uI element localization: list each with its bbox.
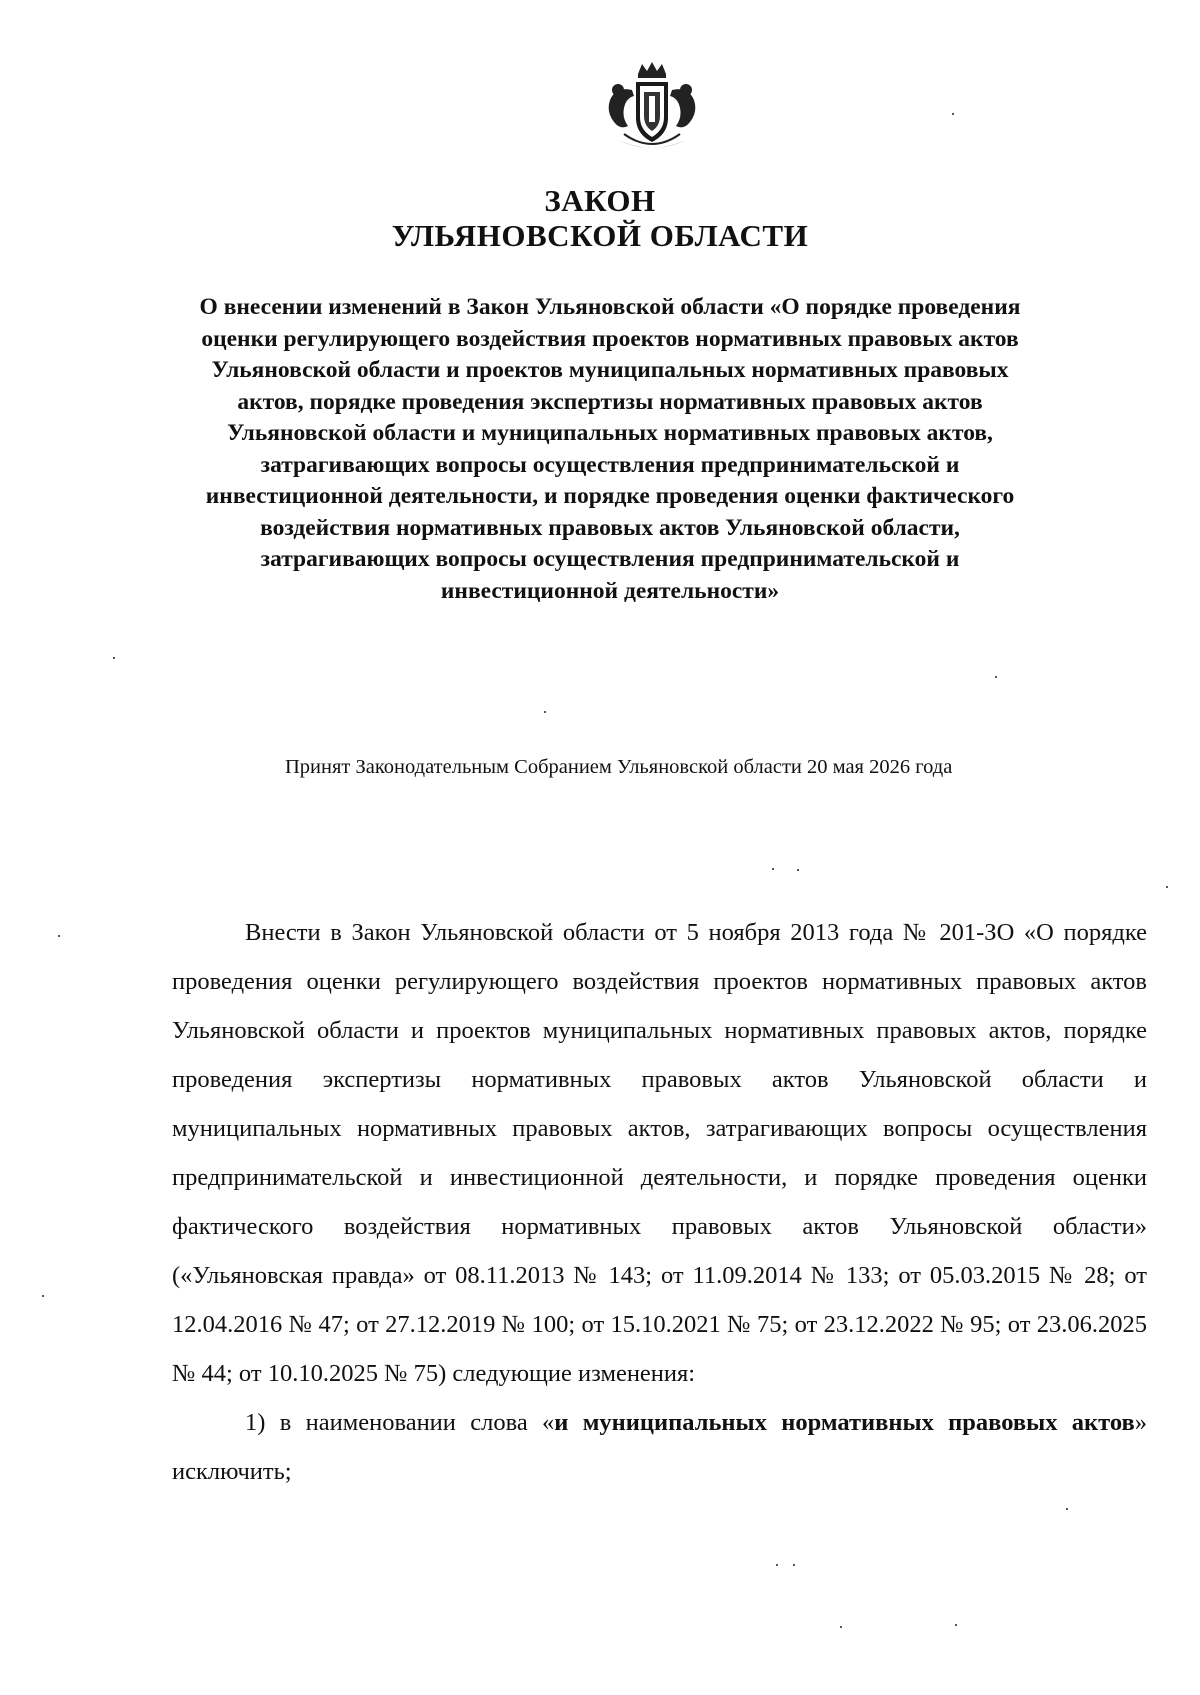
scan-speck [955, 1624, 957, 1626]
scan-speck [995, 676, 997, 678]
scan-speck [952, 113, 954, 115]
scan-speck [42, 1295, 44, 1297]
scan-speck [840, 1626, 842, 1628]
scan-speck [1166, 886, 1168, 888]
law-subject: О внесении изменений в Закон Ульяновской области «О порядке проведения оценки регулирующего воздействия проектов нормативных правовых актов Ульяновской области и проектов муниципальных нормативных правовых актов, порядке проведения экспертизы нормативных правовых актов Ульяновской области и муниципальных нормативных правовых актов, затрагивающих вопросы осуществления предпринимательской и инвестиционной деятельности, и порядке проведения оценки фактического воздействия нормативных правовых актов Ульяновской области, затрагивающих вопросы осуществления предпринимательской и инвестиционной деятельности» [199, 294, 1021, 604]
law-title: ЗАКОН [544, 183, 656, 218]
law-body [172, 908, 1147, 1496]
scan-speck [793, 1564, 795, 1566]
item-bold-text: и муниципальных нормативных правовых актов [554, 1409, 1135, 1436]
scan-speck [113, 657, 115, 659]
item-suffix: » исключить; [172, 1409, 1147, 1485]
body-paragraph: Внести в Закон Ульяновской области от 5 ноября 2013 года № 201-ЗО «О порядке проведения оценки регулирующего воздействия проектов нормативных правовых актов Ульяновской области и проектов муниципальных нормативных правовых актов, порядке проведения экспертизы нормативных правовых актов Ульяновской области и муниципальных нормативных правовых актов, затрагивающих вопросы осуществления предпринимательской и инвестиционной деятельности, и порядке проведения оценки фактического воздействия нормативных правовых актов Ульяновской области» («Ульяновская правда» от 08.11.2013 № 143; от 11.09.2014 № 133; от 05.03.2015 № 28; от 12.04.2016 № 47; от 27.12.2019 № 100; от 15.10.2021 № 75; от 23.12.2022 № 95; от 23.06.2025 № 44; от 10.10.2025 № 75) следующие изменения: [172, 919, 1147, 1387]
scan-speck [797, 869, 799, 871]
scan-speck [1066, 1508, 1068, 1510]
item-prefix: 1) в наименовании слова « [245, 1409, 555, 1436]
adoption-note: Принят Законодательным Собранием Ульяновской области 20 мая 2026 года [285, 756, 953, 778]
coat-of-arms-icon [598, 60, 706, 156]
region-title: УЛЬЯНОВСКОЙ ОБЛАСТИ [391, 218, 809, 253]
scan-speck [776, 1564, 778, 1566]
scan-speck [772, 868, 774, 870]
scan-speck [544, 711, 546, 713]
amendment-item-1 [172, 1398, 1147, 1496]
scan-speck [58, 935, 60, 937]
